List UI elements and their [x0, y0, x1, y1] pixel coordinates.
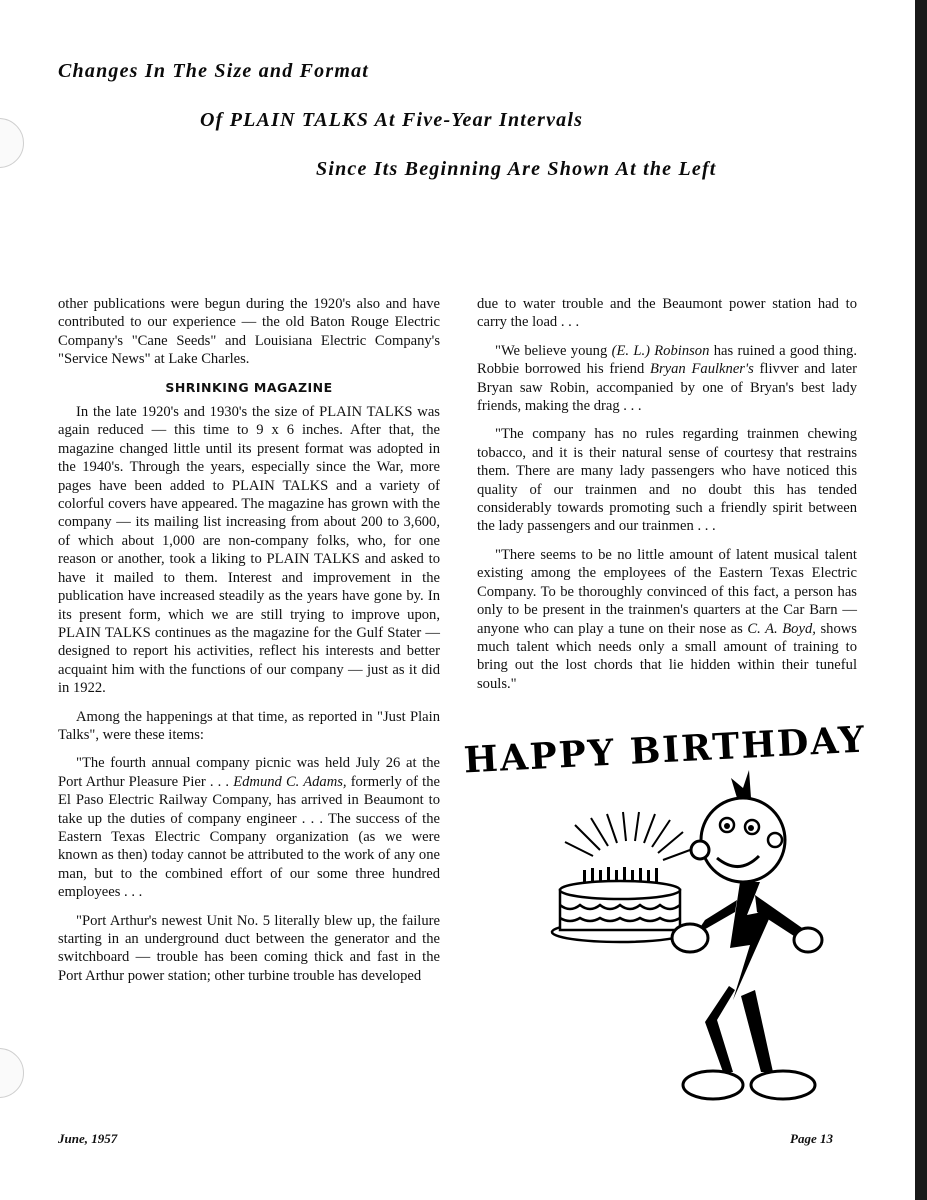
happy-birthday-banner: HAPPY BIRTHDAY [462, 718, 868, 782]
page-edge-shadow [915, 0, 927, 1200]
candle-glow-rays [565, 812, 690, 860]
mascot-character [672, 770, 822, 1099]
headline-line-2: Of PLAIN TALKS At Five-Year Intervals [200, 109, 584, 131]
section-subhead: SHRINKING MAGAZINE [165, 379, 333, 395]
right-column [477, 295, 857, 703]
hand [672, 924, 708, 952]
nose [691, 841, 709, 859]
shoe [751, 1071, 815, 1099]
person-name: C. A. Boyd, [747, 620, 816, 637]
left-column [58, 295, 440, 995]
headline-line-1: Changes In The Size and Format [58, 60, 370, 82]
birthday-cake [552, 881, 688, 942]
paragraph: "Port Arthur's newest Unit No. 5 literally blew up, the failure starting in an underground duct between the generator and the switchboard — trouble has been coming thick and fast in the Port Arthur power station; other turbine trouble has developed [58, 912, 440, 984]
person-name: (E. L.) Robinson [611, 342, 710, 359]
shoe [683, 1071, 743, 1099]
page-number: Page 13 [790, 1131, 833, 1146]
person-name: Bryan Faulkner's [650, 361, 754, 378]
paragraph: "We believe young (E. L.) Robinson has ruined a good thing. Robbie borrowed his friend Bryan Faulkner's flivver and later Bryan saw Robin, accompanied by one of Bryan's best lady friends, making the drag . . . [477, 342, 858, 415]
headline-line-3: Since Its Beginning Are Shown At the Left [316, 158, 717, 180]
birthday-illustration [462, 700, 868, 1110]
paragraph: "The fourth annual company picnic was held July 26 at the Port Arthur Pleasure Pier . . . Edmund C. Adams, formerly of the El Paso Electric Railway Company, has arrived in Beaumont to take up the duties of company engineer . . . The success of the Eastern Texas Electric Company organization (as we were known as then) today cannot be attributed to the work of any one man, but to the combined effort of our some three hundred employees . . . [58, 755, 440, 901]
binder-hole [0, 1048, 24, 1098]
paragraph: other publications were begun during the 1920's also and have contributed to our experience — the old Baton Rouge Electric Company's "Cane Seeds" and Louisiana Electric Company's "Service News" at Lake Charles. [58, 296, 440, 368]
issue-date: June, 1957 [58, 1131, 118, 1146]
person-name: Edmund C. Adams, [233, 773, 347, 790]
paragraph: In the late 1920's and 1930's the size of PLAIN TALKS was again reduced — this time to 9 x 6 inches. After that, the magazine changed little until its present format was adopted in the 1940's. Through the years, especially since the War, more pages have been added to PLAIN TALKS and a variety of colorful covers have appeared. The magazine has grown with the company — its mailing list increasing from about 200 to 3,600, of which about 1,000 are non-company folks, who, for one reason or another, took a liking to PLAIN TALKS and asked to have it mailed to them. Interest and improvement in the publication have increased steadily as the years have gone by. In its present form, which we are still trying to improve upon, PLAIN TALKS continues as the magazine for the Gulf Stater — designed to report his activities, reflect his interests and better acquaint him with the functions of our company — just as it did in 1922. [58, 404, 440, 697]
binder-hole [0, 118, 24, 168]
paragraph: "There seems to be no little amount of latent musical talent existing among the employees of the Eastern Texas Electric Company. To be thoroughly convinced of this fact, a person has only to be present in the trainmen's quarters at the Car Barn — anyone who can play a tune on their nose as C. A. Boyd, shows much talent which needs only a small amount of training to bring out the lost chords that lie hidden within their tuneful souls." [477, 546, 857, 692]
paragraph: "The company has no rules regarding trainmen chewing tobacco, and it is their natural sense of courtesy that restrains them. There are many lady passengers who have noticed this quality of our trainmen and no doubt this has tended considerably towards promoting such a friendly spirit between the lady passengers and our trainmen . . . [477, 426, 857, 535]
paragraph: Among the happenings at that time, as reported in "Just Plain Talks", were these items: [58, 708, 440, 743]
lightning-body [730, 882, 773, 1000]
hand [794, 928, 822, 952]
paragraph: due to water trouble and the Beaumont power station had to carry the load . . . [477, 296, 857, 331]
